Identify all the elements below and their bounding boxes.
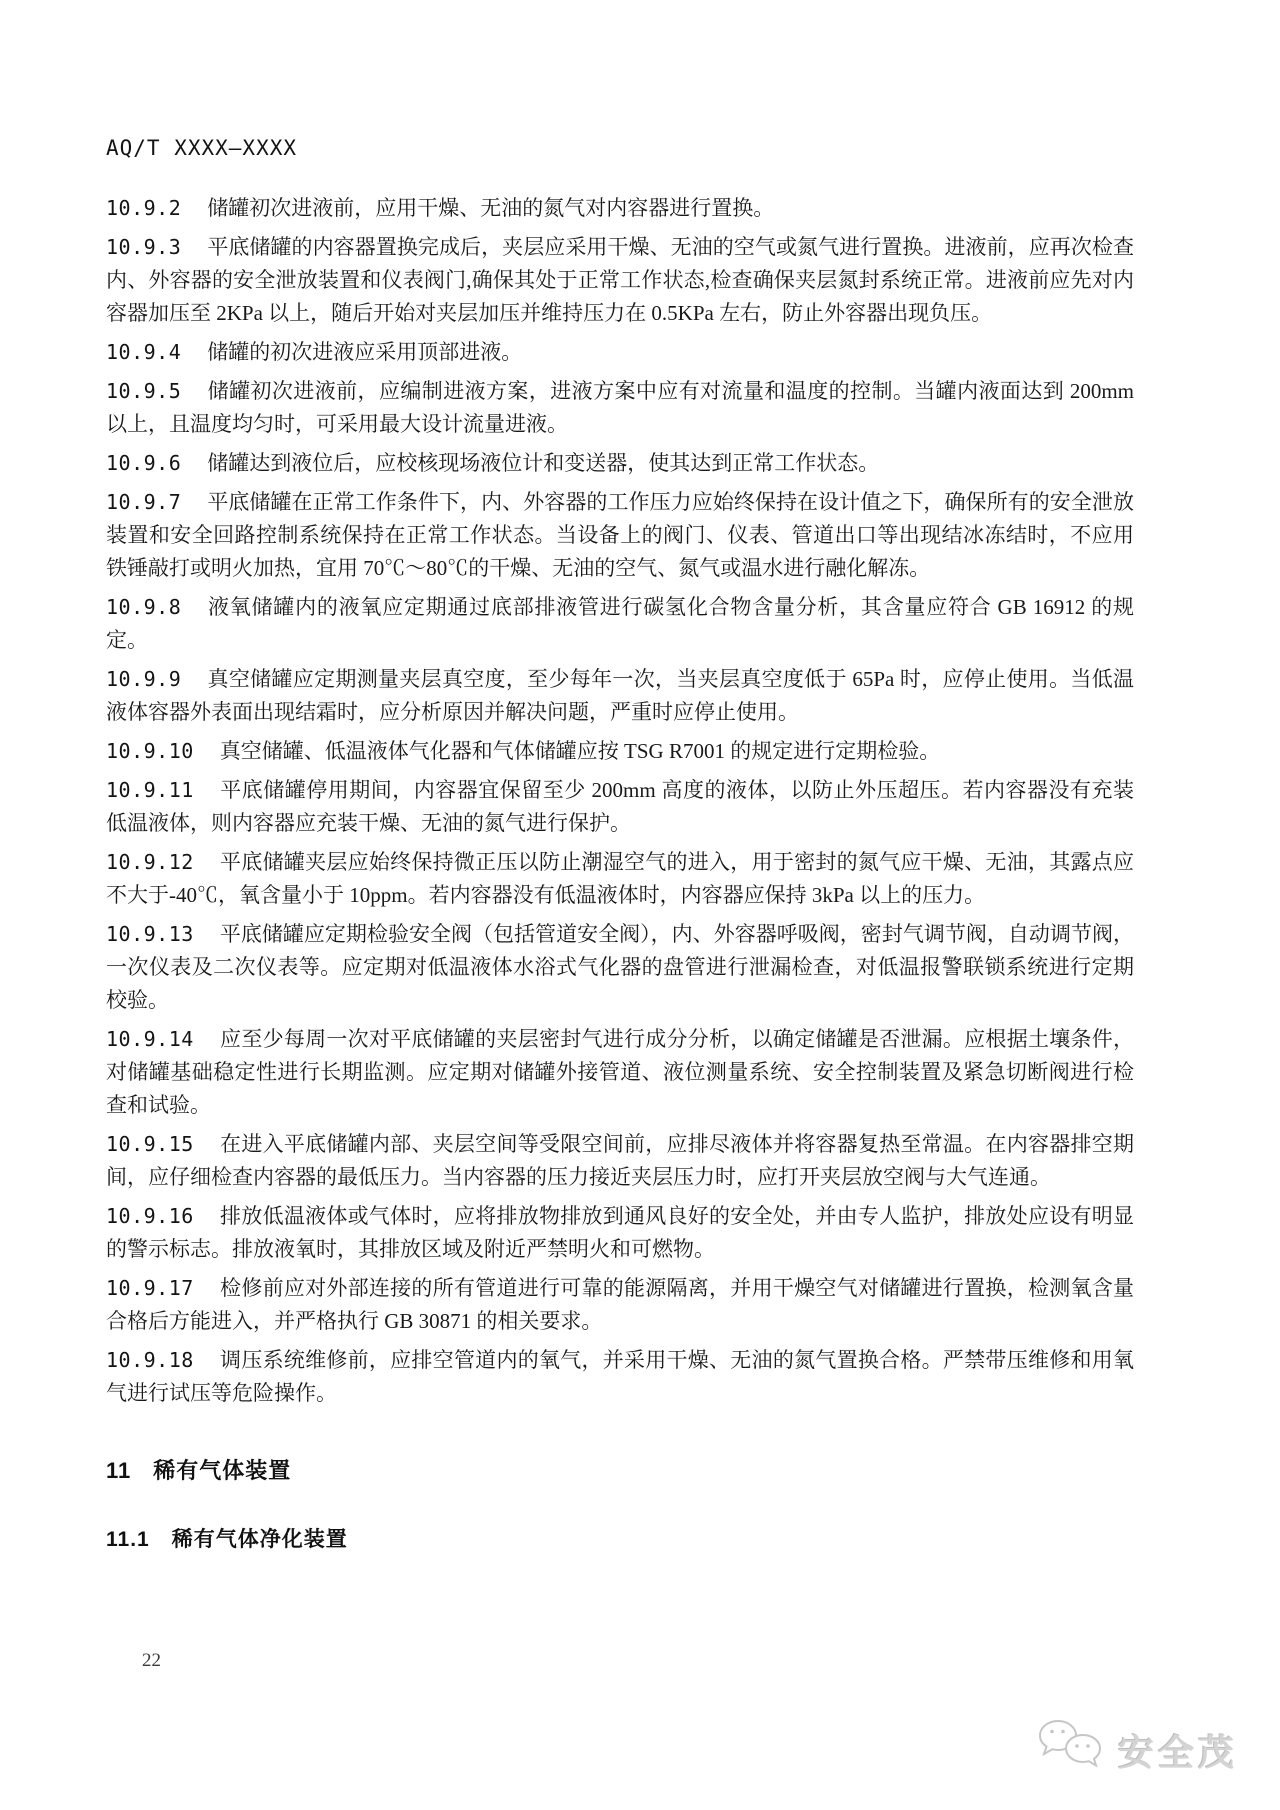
clause-text: 储罐达到液位后，应校核现场液位计和变送器，使其达到正常工作状态。 <box>207 451 880 475</box>
clause-10-9-6 <box>106 447 1134 480</box>
clause-10-9-13 <box>106 918 1134 1017</box>
section-number: 11 <box>106 1458 132 1483</box>
clause-text: 平底储罐应定期检验安全阀（包括管道安全阀），内、外容器呼吸阀，密封气调节阀，自动调节阀，一次仪表及二次仪表等。应定期对低温液体水浴式气化器的盘管进行泄漏检查，对低温报警联锁系统进行定期校验。 <box>106 922 1134 1012</box>
clause-number: 10.9.8 <box>106 595 182 619</box>
clause-number: 10.9.10 <box>106 739 194 763</box>
clause-text: 储罐初次进液前，应用干燥、无油的氮气对内容器进行置换。 <box>207 196 775 220</box>
clause-number: 10.9.15 <box>106 1132 194 1156</box>
clause-text: 平底储罐停用期间，内容器宜保留至少 200mm 高度的液体，以防止外压超压。若内容器没有充装低温液体，则内容器应充装干燥、无油的氮气进行保护。 <box>106 778 1134 835</box>
clause-number: 10.9.2 <box>106 196 182 220</box>
section-heading-11 <box>106 1454 1134 1485</box>
clause-text: 应至少每周一次对平底储罐的夹层密封气进行成分分析，以确定储罐是否泄漏。应根据土壤条件，对储罐基础稳定性进行长期监测。应定期对储罐外接管道、液位测量系统、安全控制装置及紧急切断阀进行检查和试验。 <box>106 1027 1134 1117</box>
clause-number: 10.9.3 <box>106 235 182 259</box>
clause-text: 真空储罐、低温液体气化器和气体储罐应按 TSG R7001 的规定进行定期检验。 <box>219 739 941 763</box>
clause-number: 10.9.17 <box>106 1276 194 1300</box>
clause-number: 10.9.13 <box>106 922 194 946</box>
clause-text: 储罐初次进液前，应编制进液方案，进液方案中应有对流量和温度的控制。当罐内液面达到 200mm 以上，且温度均匀时，可采用最大设计流量进液。 <box>106 379 1134 436</box>
running-header: AQ/T XXXX—XXXX <box>106 136 298 160</box>
clause-10-9-17 <box>106 1272 1134 1338</box>
wechat-chat-bubbles-icon <box>1036 1718 1112 1783</box>
clause-10-9-16 <box>106 1200 1134 1266</box>
clause-text: 液氧储罐内的液氧应定期通过底部排液管进行碳氢化合物含量分析，其含量应符合 GB 16912 的规定。 <box>106 595 1134 652</box>
clause-text: 真空储罐应定期测量夹层真空度，至少每年一次，当夹层真空度低于 65Pa 时，应停止使用。当低温液体容器外表面出现结霜时，应分析原因并解决问题，严重时应停止使用。 <box>106 667 1134 724</box>
watermark-label: 安全茂 <box>1117 1732 1238 1773</box>
watermark <box>1036 1718 1238 1783</box>
document-body <box>106 192 1134 1553</box>
clause-text: 排放低温液体或气体时，应将排放物排放到通风良好的安全处，并由专人监护，排放处应设有明显的警示标志。排放液氧时，其排放区域及附近严禁明火和可燃物。 <box>106 1204 1134 1261</box>
clause-number: 10.9.16 <box>106 1204 194 1228</box>
clause-10-9-11 <box>106 774 1134 840</box>
clause-text: 平底储罐在正常工作条件下，内、外容器的工作压力应始终保持在设计值之下，确保所有的安全泄放装置和安全回路控制系统保持在正常工作状态。当设备上的阀门、仪表、管道出口等出现结冰冻结时，不应用铁锤敲打或明火加热，宜用 70℃～80℃的干燥、无油的空气、氮气或温水进行融化解冻。 <box>106 490 1134 580</box>
clause-10-9-5 <box>106 375 1134 441</box>
section-title: 稀有气体净化装置 <box>171 1528 348 1551</box>
clause-10-9-15 <box>106 1128 1134 1194</box>
section-title: 稀有气体装置 <box>153 1458 292 1483</box>
clause-10-9-7 <box>106 486 1134 585</box>
clause-number: 10.9.7 <box>106 490 182 514</box>
clause-text: 检修前应对外部连接的所有管道进行可靠的能源隔离，并用干燥空气对储罐进行置换，检测氧含量合格后方能进入，并严格执行 GB 30871 的相关要求。 <box>106 1276 1134 1333</box>
clause-10-9-8 <box>106 591 1134 657</box>
clause-text: 调压系统维修前，应排空管道内的氧气，并采用干燥、无油的氮气置换合格。严禁带压维修和用氧气进行试压等危险操作。 <box>106 1348 1134 1405</box>
clause-10-9-14 <box>106 1023 1134 1122</box>
clause-10-9-18 <box>106 1344 1134 1410</box>
page-number: 22 <box>142 1650 161 1671</box>
clause-number: 10.9.9 <box>106 667 182 691</box>
clause-number: 10.9.14 <box>106 1027 194 1051</box>
clause-10-9-10 <box>106 735 1134 768</box>
clause-number: 10.9.5 <box>106 379 182 403</box>
clause-text: 在进入平底储罐内部、夹层空间等受限空间前，应排尽液体并将容器复热至常温。在内容器排空期间，应仔细检查内容器的最低压力。当内容器的压力接近夹层压力时，应打开夹层放空阀与大气连通。 <box>106 1132 1134 1189</box>
section-heading-11-1 <box>106 1523 1134 1553</box>
clause-10-9-3 <box>106 231 1134 330</box>
clause-number: 10.9.4 <box>106 340 182 364</box>
clause-number: 10.9.11 <box>106 778 194 802</box>
clause-number: 10.9.6 <box>106 451 182 475</box>
clause-text: 储罐的初次进液应采用顶部进液。 <box>207 340 523 364</box>
clause-10-9-9 <box>106 663 1134 729</box>
clause-number: 10.9.12 <box>106 850 194 874</box>
clause-number: 10.9.18 <box>106 1348 194 1372</box>
clause-10-9-12 <box>106 846 1134 912</box>
clause-10-9-2 <box>106 192 1134 225</box>
clause-text: 平底储罐的内容器置换完成后，夹层应采用干燥、无油的空气或氮气进行置换。进液前，应再次检查内、外容器的安全泄放装置和仪表阀门,确保其处于正常工作状态,检查确保夹层氮封系统正常。进液前应先对内容器加压至 2KPa 以上，随后开始对夹层加压并维持压力在 0.5KPa 左右，防止外容器出现负压。 <box>106 235 1134 325</box>
clause-10-9-4 <box>106 336 1134 369</box>
section-number: 11.1 <box>106 1528 150 1551</box>
clause-text: 平底储罐夹层应始终保持微正压以防止潮湿空气的进入，用于密封的氮气应干燥、无油，其露点应不大于-40℃，氧含量小于 10ppm。若内容器没有低温液体时，内容器应保持 3kPa 以上的压力。 <box>106 850 1134 907</box>
